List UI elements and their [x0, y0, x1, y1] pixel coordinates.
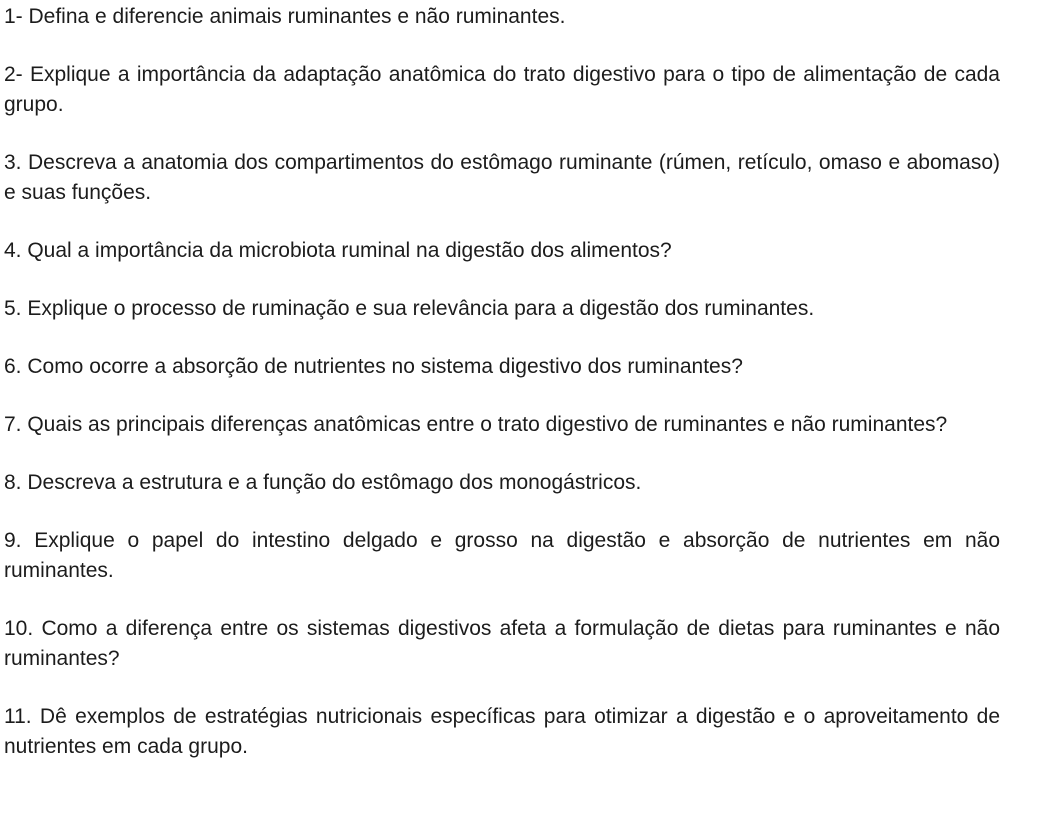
question-4: 4. Qual a importância da microbiota ruminal na digestão dos alimentos? — [4, 239, 672, 262]
question-6: 6. Como ocorre a absorção de nutrientes no sistema digestivo dos ruminantes? — [4, 355, 743, 378]
question-2: 2- Explique a importância da adaptação anatômica do trato digestivo para o tipo de alimentação de cada grupo. — [4, 63, 1000, 116]
question-1: 1- Defina e diferencie animais ruminantes e não ruminantes. — [4, 5, 566, 28]
question-3: 3. Descreva a anatomia dos compartimentos do estômago ruminante (rúmen, retículo, omaso e abomaso) e suas funções. — [4, 151, 1000, 204]
question-list — [4, 2, 1000, 762]
question-9: 9. Explique o papel do intestino delgado e grosso na digestão e absorção de nutrientes em não ruminantes. — [4, 529, 1000, 582]
question-8: 8. Descreva a estrutura e a função do estômago dos monogástricos. — [4, 471, 642, 494]
question-11: 11. Dê exemplos de estratégias nutricionais específicas para otimizar a digestão e o aproveitamento de nutrientes em cada grupo. — [4, 705, 1000, 758]
question-7: 7. Quais as principais diferenças anatômicas entre o trato digestivo de ruminantes e não ruminantes? — [4, 413, 948, 436]
question-5: 5. Explique o processo de ruminação e sua relevância para a digestão dos ruminantes. — [4, 297, 815, 320]
question-10: 10. Como a diferença entre os sistemas digestivos afeta a formulação de dietas para ruminantes e não ruminantes? — [4, 617, 1000, 670]
